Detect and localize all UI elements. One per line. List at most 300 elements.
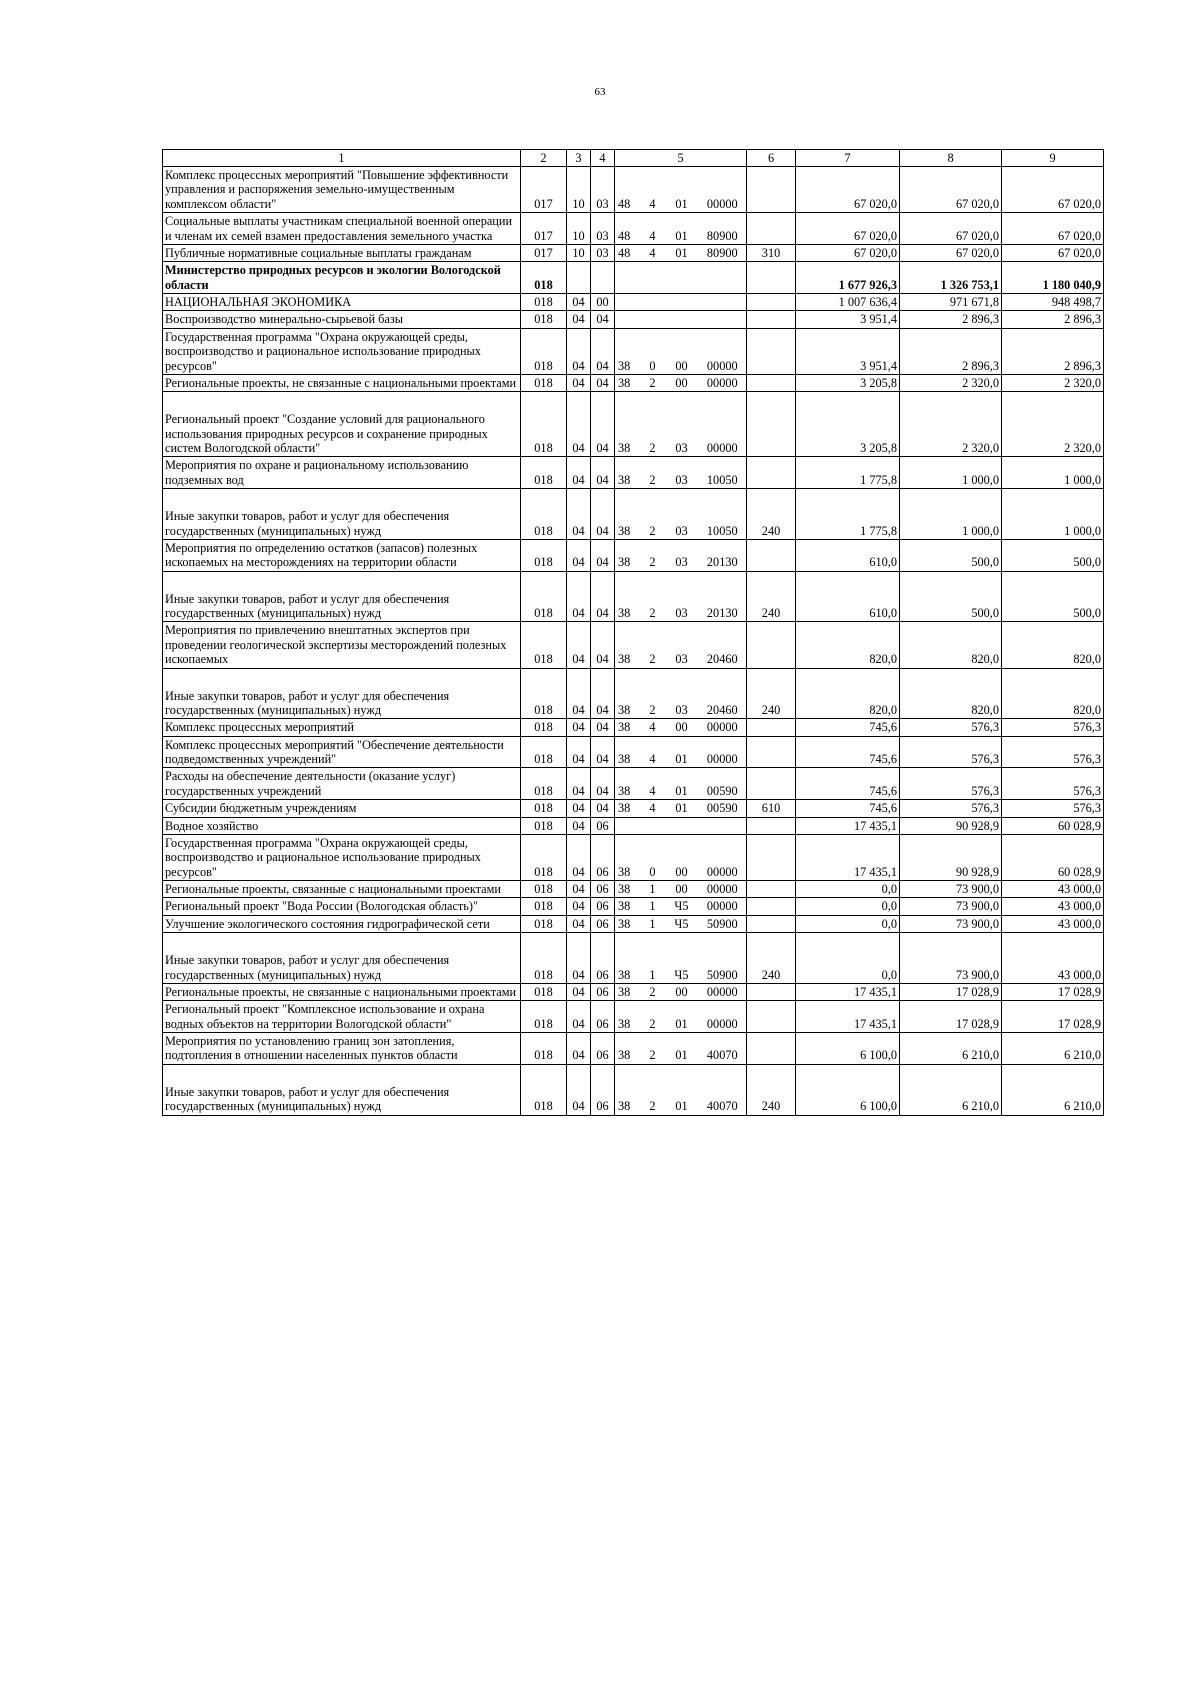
row-target-program xyxy=(615,262,641,294)
row-ministry-code: 018 xyxy=(521,392,567,457)
row-name: Мероприятия по охране и рациональному использованию подземных вод xyxy=(163,457,521,489)
header-col-3: 3 xyxy=(567,150,591,167)
row-amount-col8: 500,0 xyxy=(900,571,1002,622)
row-section-code: 04 xyxy=(567,1033,591,1065)
row-expense-type: 610 xyxy=(747,800,796,817)
row-expense-type: 310 xyxy=(747,244,796,261)
row-amount-col9: 6 210,0 xyxy=(1002,1033,1104,1065)
row-expense-type xyxy=(747,213,796,245)
row-target-type: 2 xyxy=(641,392,665,457)
header-col-9: 9 xyxy=(1002,150,1104,167)
row-target-program xyxy=(615,311,641,328)
row-target-direction: 00590 xyxy=(699,768,747,800)
row-target-type: 4 xyxy=(641,719,665,736)
row-amount-col9: 67 020,0 xyxy=(1002,167,1104,213)
row-target-program: 38 xyxy=(615,933,641,984)
row-section-code: 04 xyxy=(567,933,591,984)
row-target-type: 4 xyxy=(641,800,665,817)
row-ministry-code: 018 xyxy=(521,311,567,328)
row-ministry-code: 018 xyxy=(521,262,567,294)
row-target-type: 0 xyxy=(641,328,665,374)
row-name: Воспроизводство минерально-сырьевой базы xyxy=(163,311,521,328)
row-target-type: 2 xyxy=(641,1001,665,1033)
row-amount-col8: 576,3 xyxy=(900,800,1002,817)
row-subsection-code: 06 xyxy=(591,933,615,984)
row-name: НАЦИОНАЛЬНАЯ ЭКОНОМИКА xyxy=(163,294,521,311)
row-amount-col8: 90 928,9 xyxy=(900,834,1002,880)
row-target-direction: 80900 xyxy=(699,244,747,261)
row-target-type: 1 xyxy=(641,898,665,915)
row-target-type xyxy=(641,311,665,328)
row-amount-col7: 3 951,4 xyxy=(796,311,900,328)
row-target-type: 2 xyxy=(641,539,665,571)
row-ministry-code: 018 xyxy=(521,983,567,1000)
row-expense-type xyxy=(747,881,796,898)
row-target-project: 01 xyxy=(665,736,699,768)
row-expense-type xyxy=(747,719,796,736)
row-target-project: 01 xyxy=(665,768,699,800)
row-amount-col8: 17 028,9 xyxy=(900,1001,1002,1033)
row-target-direction xyxy=(699,294,747,311)
row-target-direction: 00000 xyxy=(699,983,747,1000)
table-row xyxy=(163,933,1104,984)
row-target-program: 38 xyxy=(615,1064,641,1115)
row-target-project: 00 xyxy=(665,374,699,391)
row-expense-type xyxy=(747,736,796,768)
row-subsection-code: 06 xyxy=(591,983,615,1000)
row-ministry-code: 018 xyxy=(521,294,567,311)
row-section-code: 04 xyxy=(567,1064,591,1115)
row-amount-col9: 2 320,0 xyxy=(1002,392,1104,457)
row-target-project xyxy=(665,294,699,311)
row-section-code: 04 xyxy=(567,834,591,880)
row-amount-col8: 576,3 xyxy=(900,736,1002,768)
row-target-program: 38 xyxy=(615,489,641,540)
row-amount-col7: 17 435,1 xyxy=(796,834,900,880)
row-amount-col9: 67 020,0 xyxy=(1002,244,1104,261)
row-target-direction: 20460 xyxy=(699,622,747,668)
row-amount-col9: 43 000,0 xyxy=(1002,898,1104,915)
row-amount-col8: 2 320,0 xyxy=(900,392,1002,457)
table-row xyxy=(163,1001,1104,1033)
table-row xyxy=(163,881,1104,898)
row-amount-col7: 745,6 xyxy=(796,800,900,817)
row-ministry-code: 018 xyxy=(521,668,567,719)
row-amount-col9: 576,3 xyxy=(1002,736,1104,768)
row-target-project: Ч5 xyxy=(665,933,699,984)
row-target-type: 2 xyxy=(641,983,665,1000)
row-ministry-code: 018 xyxy=(521,489,567,540)
row-target-type xyxy=(641,262,665,294)
row-target-project: 03 xyxy=(665,392,699,457)
row-subsection-code: 04 xyxy=(591,328,615,374)
row-target-program: 38 xyxy=(615,834,641,880)
row-expense-type xyxy=(747,539,796,571)
row-target-program: 38 xyxy=(615,983,641,1000)
row-target-program: 48 xyxy=(615,213,641,245)
row-amount-col8: 2 896,3 xyxy=(900,311,1002,328)
row-target-program: 38 xyxy=(615,915,641,932)
row-target-project: 03 xyxy=(665,622,699,668)
row-name: Иные закупки товаров, работ и услуг для обеспечения государственных (муниципальных) нужд xyxy=(163,1064,521,1115)
row-amount-col8: 1 000,0 xyxy=(900,489,1002,540)
row-subsection-code: 04 xyxy=(591,719,615,736)
row-amount-col8: 17 028,9 xyxy=(900,983,1002,1000)
row-amount-col9: 948 498,7 xyxy=(1002,294,1104,311)
row-name: Региональные проекты, не связанные с национальными проектами xyxy=(163,983,521,1000)
row-amount-col9: 2 896,3 xyxy=(1002,311,1104,328)
row-amount-col7: 0,0 xyxy=(796,881,900,898)
row-target-program: 38 xyxy=(615,719,641,736)
row-ministry-code: 018 xyxy=(521,768,567,800)
row-expense-type xyxy=(747,392,796,457)
row-amount-col8: 971 671,8 xyxy=(900,294,1002,311)
row-expense-type: 240 xyxy=(747,489,796,540)
row-name: Водное хозяйство xyxy=(163,817,521,834)
row-target-direction: 00000 xyxy=(699,834,747,880)
row-subsection-code: 03 xyxy=(591,213,615,245)
row-amount-col8: 73 900,0 xyxy=(900,915,1002,932)
row-amount-col7: 1 677 926,3 xyxy=(796,262,900,294)
row-amount-col7: 3 951,4 xyxy=(796,328,900,374)
row-target-program: 48 xyxy=(615,167,641,213)
table-row xyxy=(163,213,1104,245)
table-row xyxy=(163,262,1104,294)
table-row xyxy=(163,834,1104,880)
row-target-project: 00 xyxy=(665,328,699,374)
table-row xyxy=(163,392,1104,457)
row-amount-col9: 500,0 xyxy=(1002,571,1104,622)
row-amount-col9: 2 896,3 xyxy=(1002,328,1104,374)
row-subsection-code: 00 xyxy=(591,294,615,311)
row-target-direction: 40070 xyxy=(699,1064,747,1115)
table-body xyxy=(163,167,1104,1116)
row-amount-col8: 73 900,0 xyxy=(900,933,1002,984)
row-target-program: 48 xyxy=(615,244,641,261)
row-target-direction xyxy=(699,311,747,328)
row-target-type: 1 xyxy=(641,881,665,898)
row-name: Иные закупки товаров, работ и услуг для обеспечения государственных (муниципальных) нужд xyxy=(163,668,521,719)
row-target-direction: 00590 xyxy=(699,800,747,817)
row-section-code: 04 xyxy=(567,311,591,328)
row-subsection-code: 04 xyxy=(591,374,615,391)
row-expense-type: 240 xyxy=(747,571,796,622)
row-subsection-code: 06 xyxy=(591,915,615,932)
row-target-project xyxy=(665,311,699,328)
row-name: Региональный проект "Комплексное использование и охрана водных объектов на территории Вологодской области" xyxy=(163,1001,521,1033)
row-amount-col7: 820,0 xyxy=(796,622,900,668)
row-target-direction: 50900 xyxy=(699,915,747,932)
table-row xyxy=(163,244,1104,261)
row-target-project: 01 xyxy=(665,244,699,261)
row-amount-col8: 576,3 xyxy=(900,719,1002,736)
row-target-direction: 50900 xyxy=(699,933,747,984)
row-amount-col7: 1 775,8 xyxy=(796,489,900,540)
row-target-program: 38 xyxy=(615,1001,641,1033)
row-target-type: 2 xyxy=(641,1064,665,1115)
row-amount-col9: 576,3 xyxy=(1002,768,1104,800)
header-col-2: 2 xyxy=(521,150,567,167)
row-name: Иные закупки товаров, работ и услуг для обеспечения государственных (муниципальных) нужд xyxy=(163,489,521,540)
row-name: Комплекс процессных мероприятий "Повышение эффективности управления и распоряжения земельно-имущественным комплексом области" xyxy=(163,167,521,213)
header-col-6: 6 xyxy=(747,150,796,167)
row-amount-col8: 500,0 xyxy=(900,539,1002,571)
row-target-type: 2 xyxy=(641,374,665,391)
table-row xyxy=(163,328,1104,374)
row-target-program: 38 xyxy=(615,898,641,915)
row-name: Государственная программа "Охрана окружающей среды, воспроизводство и рациональное использование природных ресурсов" xyxy=(163,834,521,880)
row-subsection-code: 04 xyxy=(591,768,615,800)
row-target-program: 38 xyxy=(615,768,641,800)
row-expense-type xyxy=(747,1001,796,1033)
row-target-project: 01 xyxy=(665,213,699,245)
row-name: Иные закупки товаров, работ и услуг для обеспечения государственных (муниципальных) нужд xyxy=(163,933,521,984)
table-row xyxy=(163,817,1104,834)
row-target-project: 01 xyxy=(665,1001,699,1033)
row-subsection-code: 04 xyxy=(591,457,615,489)
row-target-type xyxy=(641,294,665,311)
row-target-project: 00 xyxy=(665,834,699,880)
header-col-5: 5 xyxy=(615,150,747,167)
row-target-direction: 00000 xyxy=(699,374,747,391)
row-target-type: 4 xyxy=(641,213,665,245)
row-amount-col7: 0,0 xyxy=(796,898,900,915)
row-expense-type xyxy=(747,311,796,328)
row-ministry-code: 018 xyxy=(521,571,567,622)
row-target-program xyxy=(615,294,641,311)
table-row xyxy=(163,571,1104,622)
table-row xyxy=(163,768,1104,800)
row-ministry-code: 017 xyxy=(521,213,567,245)
row-subsection-code xyxy=(591,262,615,294)
row-name: Публичные нормативные социальные выплаты гражданам xyxy=(163,244,521,261)
table-row xyxy=(163,489,1104,540)
row-section-code: 04 xyxy=(567,392,591,457)
row-target-direction xyxy=(699,262,747,294)
row-name: Улучшение экологического состояния гидрографической сети xyxy=(163,915,521,932)
row-amount-col9: 17 028,9 xyxy=(1002,1001,1104,1033)
row-target-direction: 00000 xyxy=(699,167,747,213)
row-target-type: 2 xyxy=(641,457,665,489)
table-row xyxy=(163,983,1104,1000)
row-subsection-code: 03 xyxy=(591,167,615,213)
row-amount-col7: 820,0 xyxy=(796,668,900,719)
row-name: Региональный проект "Вода России (Вологодская область)" xyxy=(163,898,521,915)
table-row xyxy=(163,374,1104,391)
row-ministry-code: 017 xyxy=(521,167,567,213)
row-section-code: 04 xyxy=(567,736,591,768)
row-amount-col9: 60 028,9 xyxy=(1002,817,1104,834)
row-section-code: 04 xyxy=(567,668,591,719)
row-expense-type xyxy=(747,294,796,311)
row-amount-col9: 820,0 xyxy=(1002,622,1104,668)
row-subsection-code: 06 xyxy=(591,834,615,880)
row-target-type: 4 xyxy=(641,736,665,768)
row-target-program: 38 xyxy=(615,736,641,768)
row-target-project: 00 xyxy=(665,881,699,898)
row-target-project xyxy=(665,817,699,834)
row-target-direction xyxy=(699,817,747,834)
row-target-direction: 00000 xyxy=(699,1001,747,1033)
row-name: Министерство природных ресурсов и экологии Вологодской области xyxy=(163,262,521,294)
row-name: Региональный проект "Создание условий для рационального использования природных ресурсов и сохранение природных систем Вологодской области" xyxy=(163,392,521,457)
row-amount-col7: 67 020,0 xyxy=(796,213,900,245)
row-name: Региональные проекты, связанные с национальными проектами xyxy=(163,881,521,898)
row-ministry-code: 018 xyxy=(521,328,567,374)
row-target-project: 01 xyxy=(665,800,699,817)
row-target-project: 01 xyxy=(665,167,699,213)
row-name: Комплекс процессных мероприятий "Обеспечение деятельности подведомственных учреждений" xyxy=(163,736,521,768)
row-subsection-code: 04 xyxy=(591,736,615,768)
row-amount-col7: 610,0 xyxy=(796,571,900,622)
row-target-type: 4 xyxy=(641,167,665,213)
row-amount-col9: 6 210,0 xyxy=(1002,1064,1104,1115)
row-name: Комплекс процессных мероприятий xyxy=(163,719,521,736)
row-name: Мероприятия по определению остатков (запасов) полезных ископаемых на месторождениях на территории области xyxy=(163,539,521,571)
row-amount-col7: 1 007 636,4 xyxy=(796,294,900,311)
row-target-program: 38 xyxy=(615,622,641,668)
row-name: Мероприятия по привлечению внештатных экспертов при проведении геологической экспертизы месторождений полезных ископаемых xyxy=(163,622,521,668)
row-amount-col9: 67 020,0 xyxy=(1002,213,1104,245)
row-expense-type xyxy=(747,328,796,374)
row-subsection-code: 04 xyxy=(591,311,615,328)
row-amount-col8: 90 928,9 xyxy=(900,817,1002,834)
row-section-code xyxy=(567,262,591,294)
row-amount-col9: 500,0 xyxy=(1002,539,1104,571)
row-amount-col7: 67 020,0 xyxy=(796,167,900,213)
row-amount-col7: 17 435,1 xyxy=(796,1001,900,1033)
row-ministry-code: 018 xyxy=(521,539,567,571)
header-col-1: 1 xyxy=(163,150,521,167)
row-amount-col8: 2 896,3 xyxy=(900,328,1002,374)
header-col-4: 4 xyxy=(591,150,615,167)
row-section-code: 04 xyxy=(567,898,591,915)
row-amount-col7: 17 435,1 xyxy=(796,817,900,834)
table-row xyxy=(163,311,1104,328)
row-subsection-code: 03 xyxy=(591,244,615,261)
row-target-program xyxy=(615,817,641,834)
row-target-type xyxy=(641,817,665,834)
row-amount-col8: 6 210,0 xyxy=(900,1033,1002,1065)
row-expense-type: 240 xyxy=(747,933,796,984)
table-row xyxy=(163,457,1104,489)
row-expense-type xyxy=(747,768,796,800)
row-expense-type xyxy=(747,167,796,213)
row-amount-col7: 6 100,0 xyxy=(796,1064,900,1115)
row-target-type: 2 xyxy=(641,668,665,719)
row-target-type: 2 xyxy=(641,622,665,668)
row-expense-type xyxy=(747,817,796,834)
row-target-program: 38 xyxy=(615,328,641,374)
row-ministry-code: 018 xyxy=(521,1001,567,1033)
header-row xyxy=(163,150,1104,167)
header-col-7: 7 xyxy=(796,150,900,167)
row-target-direction: 00000 xyxy=(699,328,747,374)
row-section-code: 04 xyxy=(567,719,591,736)
row-ministry-code: 018 xyxy=(521,881,567,898)
row-ministry-code: 018 xyxy=(521,800,567,817)
row-section-code: 04 xyxy=(567,571,591,622)
row-target-direction: 20460 xyxy=(699,668,747,719)
row-section-code: 04 xyxy=(567,457,591,489)
row-amount-col7: 0,0 xyxy=(796,915,900,932)
row-ministry-code: 018 xyxy=(521,457,567,489)
row-target-project: 03 xyxy=(665,489,699,540)
row-section-code: 04 xyxy=(567,881,591,898)
row-amount-col9: 1 000,0 xyxy=(1002,489,1104,540)
row-amount-col7: 610,0 xyxy=(796,539,900,571)
table-row xyxy=(163,898,1104,915)
row-expense-type xyxy=(747,1033,796,1065)
row-subsection-code: 06 xyxy=(591,898,615,915)
row-ministry-code: 018 xyxy=(521,915,567,932)
row-target-direction: 40070 xyxy=(699,1033,747,1065)
row-amount-col9: 820,0 xyxy=(1002,668,1104,719)
row-amount-col8: 67 020,0 xyxy=(900,213,1002,245)
row-subsection-code: 04 xyxy=(591,539,615,571)
row-amount-col8: 576,3 xyxy=(900,768,1002,800)
row-target-direction: 00000 xyxy=(699,719,747,736)
row-target-direction: 00000 xyxy=(699,881,747,898)
row-target-project xyxy=(665,262,699,294)
row-target-project: 03 xyxy=(665,457,699,489)
row-section-code: 04 xyxy=(567,1001,591,1033)
row-amount-col8: 820,0 xyxy=(900,622,1002,668)
row-amount-col7: 3 205,8 xyxy=(796,374,900,391)
row-amount-col9: 17 028,9 xyxy=(1002,983,1104,1000)
row-ministry-code: 018 xyxy=(521,1064,567,1115)
budget-table xyxy=(162,149,1104,1116)
row-amount-col8: 2 320,0 xyxy=(900,374,1002,391)
row-expense-type xyxy=(747,374,796,391)
row-section-code: 04 xyxy=(567,294,591,311)
row-target-project: 00 xyxy=(665,719,699,736)
table-row xyxy=(163,167,1104,213)
row-ministry-code: 018 xyxy=(521,817,567,834)
row-name: Иные закупки товаров, работ и услуг для обеспечения государственных (муниципальных) нужд xyxy=(163,571,521,622)
row-section-code: 10 xyxy=(567,244,591,261)
row-subsection-code: 06 xyxy=(591,1064,615,1115)
row-name: Расходы на обеспечение деятельности (оказание услуг) государственных учреждений xyxy=(163,768,521,800)
row-target-type: 4 xyxy=(641,244,665,261)
row-target-type: 0 xyxy=(641,834,665,880)
row-name: Субсидии бюджетным учреждениям xyxy=(163,800,521,817)
row-target-direction: 00000 xyxy=(699,392,747,457)
row-subsection-code: 04 xyxy=(591,489,615,540)
table-row xyxy=(163,736,1104,768)
row-subsection-code: 04 xyxy=(591,571,615,622)
row-target-project: 03 xyxy=(665,571,699,622)
row-amount-col9: 2 320,0 xyxy=(1002,374,1104,391)
row-section-code: 10 xyxy=(567,167,591,213)
row-amount-col7: 745,6 xyxy=(796,719,900,736)
row-target-direction: 20130 xyxy=(699,539,747,571)
row-target-program: 38 xyxy=(615,881,641,898)
row-name: Социальные выплаты участникам специальной военной операции и членам их семей взамен предоставления земельного участка xyxy=(163,213,521,245)
row-amount-col8: 67 020,0 xyxy=(900,244,1002,261)
row-subsection-code: 06 xyxy=(591,881,615,898)
row-subsection-code: 04 xyxy=(591,800,615,817)
row-expense-type xyxy=(747,834,796,880)
row-ministry-code: 018 xyxy=(521,834,567,880)
row-amount-col9: 43 000,0 xyxy=(1002,881,1104,898)
row-section-code: 04 xyxy=(567,374,591,391)
row-section-code: 04 xyxy=(567,817,591,834)
row-amount-col7: 17 435,1 xyxy=(796,983,900,1000)
row-amount-col7: 745,6 xyxy=(796,736,900,768)
table-row xyxy=(163,1033,1104,1065)
row-ministry-code: 017 xyxy=(521,244,567,261)
